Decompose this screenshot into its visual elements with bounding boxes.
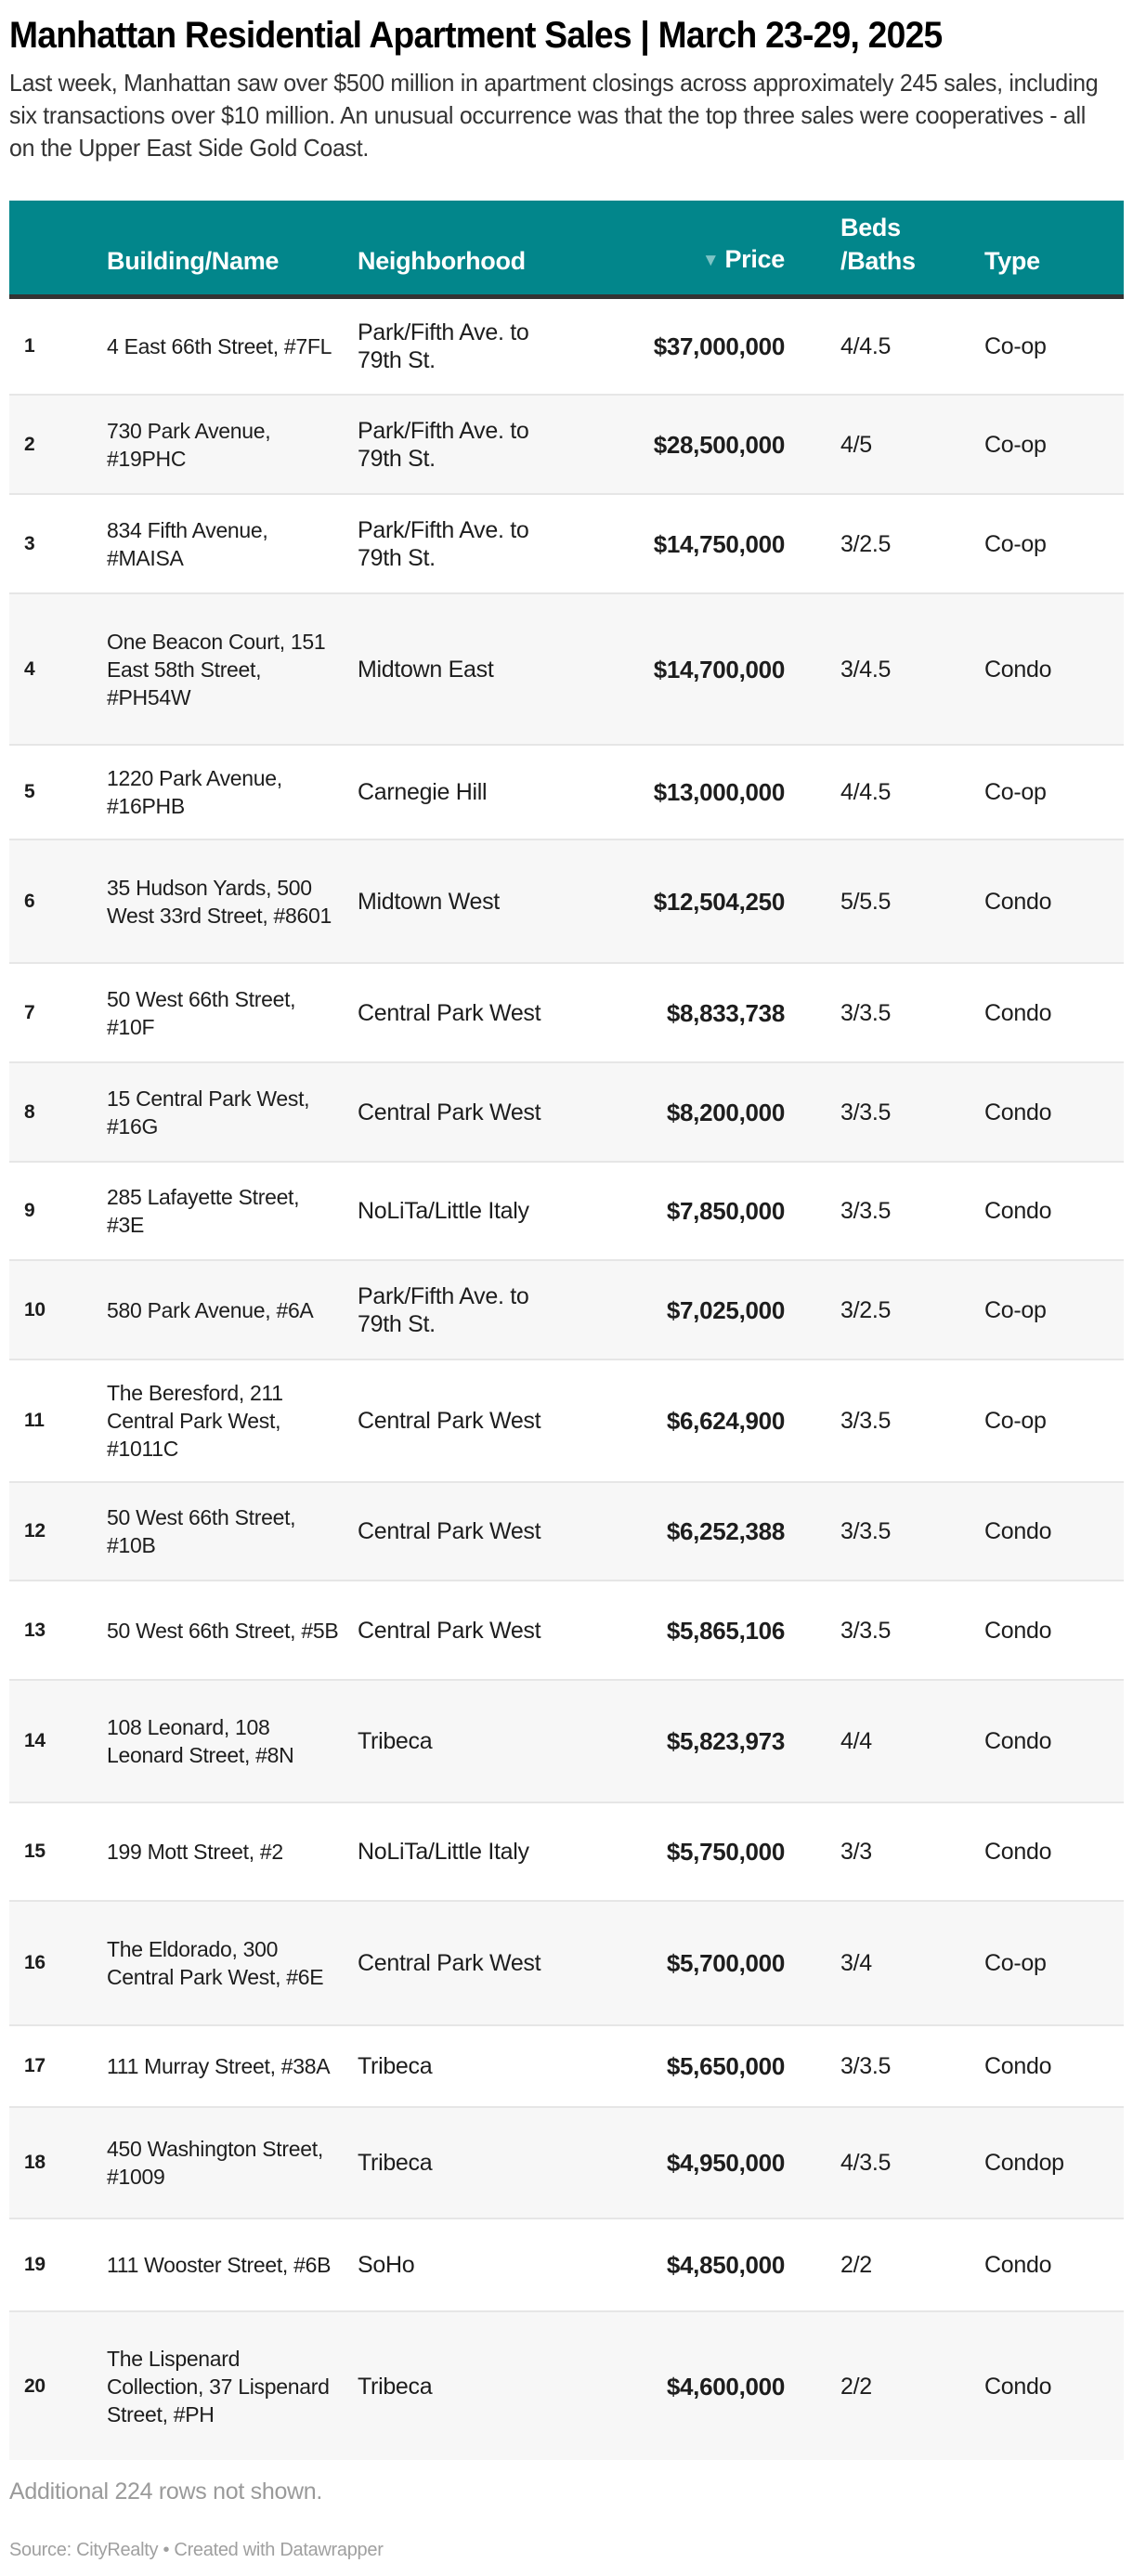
cell-building: 450 Washington Street, #1009 [107, 2107, 358, 2218]
cell-beds-baths: 3/3.5 [840, 2025, 984, 2107]
cell-building: The Lispenard Collection, 37 Lispenard Street, #PH [107, 2311, 358, 2460]
cell-price: $8,200,000 [571, 1062, 840, 1162]
table-row [9, 1482, 1124, 1581]
cell-beds-baths: 3/4.5 [840, 593, 984, 745]
cell-building: 50 West 66th Street, #5B [107, 1581, 358, 1680]
cell-beds-baths: 3/3.5 [840, 1062, 984, 1162]
cell-type: Condo [984, 963, 1124, 1062]
cell-price: $4,950,000 [571, 2107, 840, 2218]
cell-type: Condo [984, 2218, 1124, 2311]
cell-beds-baths: 3/2.5 [840, 1260, 984, 1360]
cell-rank: 3 [9, 494, 107, 593]
cell-neighborhood: Park/Fifth Ave. to 79th St. [358, 395, 571, 494]
cell-neighborhood: Tribeca [358, 2107, 571, 2218]
cell-building: 4 East 66th Street, #7FL [107, 333, 332, 358]
cell-neighborhood: SoHo [358, 2218, 571, 2311]
column-header-neighborhood[interactable]: Neighborhood [358, 201, 571, 296]
column-header-type[interactable]: Type [984, 201, 1124, 296]
cell-type: Co-op [984, 494, 1124, 593]
cell-price: $5,650,000 [571, 2025, 840, 2107]
cell-price: $6,252,388 [571, 1482, 840, 1581]
cell-type: Co-op [984, 332, 1047, 359]
cell-rank: 6 [9, 839, 107, 963]
cell-rank: 18 [9, 2107, 107, 2218]
column-header-rank[interactable] [9, 201, 107, 296]
table-header-row [9, 201, 1124, 296]
cell-price: $8,833,738 [571, 963, 840, 1062]
cell-type: Condop [984, 2107, 1124, 2218]
cell-price: $5,700,000 [571, 1901, 840, 2025]
cell-beds-baths: 4/5 [840, 395, 984, 494]
cell-rank: 8 [9, 1062, 107, 1162]
cell-price: $13,000,000 [571, 745, 840, 839]
cell-neighborhood: Central Park West [358, 963, 571, 1062]
cell-neighborhood: Central Park West [358, 1482, 571, 1581]
cell-type: Condo [984, 839, 1124, 963]
cell-beds-baths: 4/4.5 [840, 745, 984, 839]
cell-beds-baths: 3/3 [840, 1802, 984, 1901]
cell-neighborhood: NoLiTa/Little Italy [358, 1802, 571, 1901]
cell-type: Condo [984, 1680, 1124, 1802]
table-row [9, 296, 1124, 395]
cell-building: One Beacon Court, 151 East 58th Street, #PH54W [107, 593, 358, 745]
cell-building: The Beresford, 211 Central Park West, #1011C [107, 1360, 358, 1482]
cell-neighborhood: Tribeca [358, 2025, 571, 2107]
page-title: Manhattan Residential Apartment Sales | March 23-29, 2025 [9, 15, 943, 56]
table-row [9, 1581, 1124, 1680]
cell-price: $5,823,973 [571, 1680, 840, 1802]
cell-building: 111 Murray Street, #38A [107, 2025, 358, 2107]
table-row [9, 963, 1124, 1062]
sales-table [9, 201, 1124, 2460]
cell-neighborhood: Carnegie Hill [358, 745, 571, 839]
cell-beds-baths: 4/4 [840, 1680, 984, 1802]
cell-building: 50 West 66th Street, #10B [107, 1482, 358, 1581]
cell-beds-baths: 3/3.5 [840, 1162, 984, 1260]
cell-rank: 17 [9, 2025, 107, 2107]
cell-price: $4,850,000 [571, 2218, 840, 2311]
cell-building: 50 West 66th Street, #10F [107, 963, 358, 1062]
table-row [9, 1360, 1124, 1482]
cell-beds-baths: 4/4.5 [840, 332, 892, 359]
sort-descending-icon: ▼ [701, 250, 720, 270]
cell-neighborhood: Central Park West [358, 1062, 571, 1162]
cell-type: Condo [984, 2311, 1124, 2460]
table-row [9, 2218, 1124, 2311]
cell-price: $4,600,000 [571, 2311, 840, 2460]
cell-price: $5,750,000 [571, 1802, 840, 1901]
cell-beds-baths: 2/2 [840, 2218, 984, 2311]
cell-neighborhood: Tribeca [358, 1680, 571, 1802]
cell-rank: 2 [9, 395, 107, 494]
cell-price: $14,750,000 [571, 494, 840, 593]
column-header-baths-label: /Baths [840, 246, 916, 275]
table-row [9, 1062, 1124, 1162]
cell-price: $6,624,900 [571, 1360, 840, 1482]
column-header-building[interactable]: Building/Name [107, 201, 358, 296]
cell-beds-baths: 3/2.5 [840, 494, 984, 593]
table-body [9, 296, 1124, 2460]
cell-type: Co-op [984, 395, 1124, 494]
table-row [9, 839, 1124, 963]
table-row [9, 1901, 1124, 2025]
cell-price: $7,850,000 [571, 1162, 840, 1260]
table-row [9, 593, 1124, 745]
cell-beds-baths: 3/3.5 [840, 1581, 984, 1680]
cell-type: Co-op [984, 1360, 1124, 1482]
table-row [9, 1802, 1124, 1901]
cell-price: $5,865,106 [571, 1581, 840, 1680]
cell-neighborhood: Park/Fifth Ave. to 79th St. [358, 319, 529, 373]
table-row [9, 395, 1124, 494]
cell-price: $7,025,000 [571, 1260, 840, 1360]
cell-neighborhood: NoLiTa/Little Italy [358, 1162, 571, 1260]
cell-rank: 15 [9, 1802, 107, 1901]
table-row [9, 1680, 1124, 1802]
cell-type: Condo [984, 2025, 1124, 2107]
column-header-beds-baths[interactable] [840, 201, 984, 296]
cell-neighborhood: Central Park West [358, 1581, 571, 1680]
cell-rank: 14 [9, 1680, 107, 1802]
cell-rank: 16 [9, 1901, 107, 2025]
cell-building: 108 Leonard, 108 Leonard Street, #8N [107, 1680, 358, 1802]
cell-building: 35 Hudson Yards, 500 West 33rd Street, #8601 [107, 839, 358, 963]
cell-neighborhood: Park/Fifth Ave. to 79th St. [358, 494, 571, 593]
cell-beds-baths: 3/4 [840, 1901, 984, 2025]
cell-rank: 1 [24, 334, 35, 357]
cell-building: 199 Mott Street, #2 [107, 1802, 358, 1901]
cell-building: 834 Fifth Avenue, #MAISA [107, 494, 358, 593]
cell-rank: 7 [9, 963, 107, 1062]
cell-rank: 20 [9, 2311, 107, 2460]
cell-type: Co-op [984, 745, 1124, 839]
cell-price: $28,500,000 [571, 395, 840, 494]
cell-rank: 11 [9, 1360, 107, 1482]
column-header-price-label: Price [724, 244, 785, 273]
cell-price: $14,700,000 [571, 593, 840, 745]
cell-type: Condo [984, 1162, 1124, 1260]
cell-beds-baths: 5/5.5 [840, 839, 984, 963]
table-row [9, 1260, 1124, 1360]
table-row [9, 745, 1124, 839]
cell-neighborhood: Central Park West [358, 1901, 571, 2025]
column-header-beds-label: Beds [840, 213, 901, 241]
cell-neighborhood: Midtown West [358, 839, 571, 963]
cell-type: Condo [984, 1581, 1124, 1680]
cell-type: Condo [984, 593, 1124, 745]
table-row [9, 494, 1124, 593]
cell-beds-baths: 4/3.5 [840, 2107, 984, 2218]
cell-building: 1220 Park Avenue, #16PHB [107, 745, 358, 839]
cell-price: $12,504,250 [571, 839, 840, 963]
cell-neighborhood: Park/Fifth Ave. to 79th St. [358, 1260, 571, 1360]
cell-beds-baths: 3/3.5 [840, 1360, 984, 1482]
cell-neighborhood: Tribeca [358, 2311, 571, 2460]
cell-type: Co-op [984, 1901, 1124, 2025]
cell-rank: 5 [9, 745, 107, 839]
cell-neighborhood: Central Park West [358, 1360, 571, 1482]
column-header-price[interactable] [571, 201, 840, 296]
cell-type: Condo [984, 1802, 1124, 1901]
description: Last week, Manhattan saw over $500 million in apartment closings across approximately 245 sales, including six transactions over $10 million. An unusual occurrence was that the top three sales were cooperatives - all on the Upper East Side Gold Coast. [9, 69, 1099, 162]
table-row [9, 2311, 1124, 2460]
cell-rank: 19 [9, 2218, 107, 2311]
cell-beds-baths: 2/2 [840, 2311, 984, 2460]
cell-building: 580 Park Avenue, #6A [107, 1260, 358, 1360]
cell-building: The Eldorado, 300 Central Park West, #6E [107, 1901, 358, 2025]
cell-rank: 13 [9, 1581, 107, 1680]
cell-price: $37,000,000 [653, 332, 785, 360]
cell-type: Condo [984, 1482, 1124, 1581]
table-row [9, 1162, 1124, 1260]
cell-type: Co-op [984, 1260, 1124, 1360]
cell-beds-baths: 3/3.5 [840, 1482, 984, 1581]
cell-beds-baths: 3/3.5 [840, 963, 984, 1062]
cell-building: 15 Central Park West, #16G [107, 1062, 358, 1162]
cell-building: 285 Lafayette Street, #3E [107, 1162, 358, 1260]
table-row [9, 2025, 1124, 2107]
cell-rank: 10 [9, 1260, 107, 1360]
table-row [9, 2107, 1124, 2218]
table-notes: Additional 224 rows not shown. [9, 2478, 323, 2504]
source-footer: Source: CityRealty • Created with Datawrapper [9, 2540, 384, 2560]
cell-rank: 12 [9, 1482, 107, 1581]
cell-rank: 4 [9, 593, 107, 745]
cell-building: 730 Park Avenue, #19PHC [107, 395, 358, 494]
cell-building: 111 Wooster Street, #6B [107, 2218, 358, 2311]
cell-rank: 9 [9, 1162, 107, 1260]
cell-type: Condo [984, 1062, 1124, 1162]
cell-neighborhood: Midtown East [358, 593, 571, 745]
